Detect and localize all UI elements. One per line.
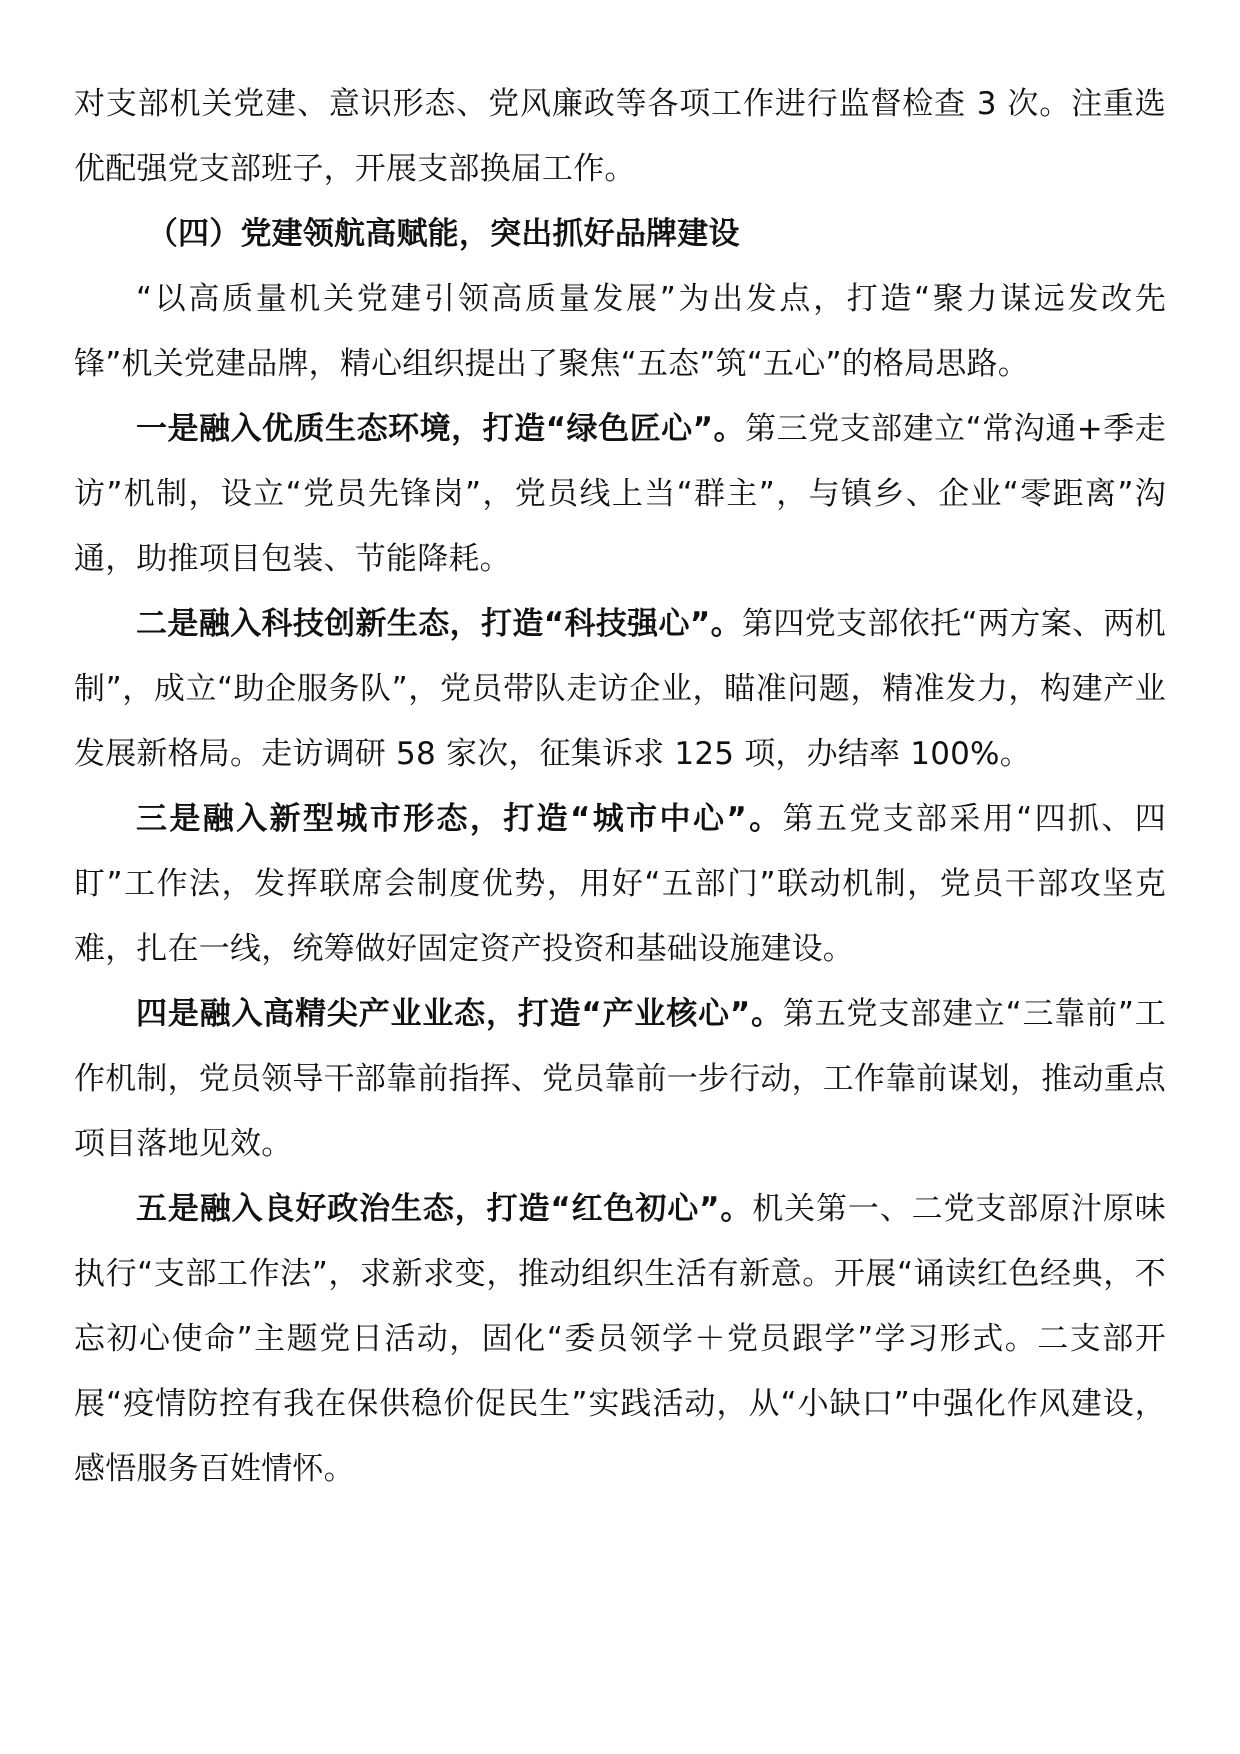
item-lead: 二是融入科技创新生态，打造“科技强心”。 — [136, 606, 743, 642]
item-paragraph-2 — [74, 592, 1166, 787]
continuation-paragraph: 对支部机关党建、意识形态、党风廉政等各项工作进行监督检查 3 次。注重选优配强党支部班子，开展支部换届工作。 — [74, 86, 1166, 187]
item-body: 第四党支部依托“两方案、两机制”，成立“助企服务队”，党员带队走访企业，瞄准问题，精准发力，构建产业发展新格局。走访调研 58 家次，征集诉求 125 项，办结率 100%。 — [74, 606, 1166, 772]
section-heading: （四）党建领航高赋能，突出抓好品牌建设 — [146, 216, 740, 252]
item-paragraph-3 — [74, 787, 1166, 982]
item-body: 机关第一、二党支部原汁原味执行“支部工作法”，求新求变，推动组织生活有新意。开展“诵读红色经典，不忘初心使命”主题党日活动，固化“委员领学＋党员跟学”学习形式。二支部开展“疫情防控有我在保供稳价促民生”实践活动，从“小缺口”中强化作风建设，感悟服务百姓情怀。 — [74, 1191, 1166, 1487]
item-lead: 五是融入良好政治生态，打造“红色初心”。 — [136, 1191, 753, 1227]
item-body: 第三党支部建立“常沟通+季走访”机制，设立“党员先锋岗”，党员线上当“群主”，与镇乡、企业“零距离”沟通，助推项目包装、节能降耗。 — [74, 411, 1166, 577]
item-lead: 一是融入优质生态环境，打造“绿色匠心”。 — [136, 411, 746, 447]
item-body: 第五党支部建立“三靠前”工作机制，党员领导干部靠前指挥、党员靠前一步行动，工作靠前谋划，推动重点项目落地见效。 — [74, 996, 1166, 1162]
item-body: 第五党支部采用“四抓、四盯”工作法，发挥联席会制度优势，用好“五部门”联动机制，党员干部攻坚克难，扎在一线，统筹做好固定资产投资和基础设施建设。 — [74, 801, 1166, 967]
item-lead: 三是融入新型城市形态，打造“城市中心”。 — [136, 801, 783, 837]
document-page — [74, 72, 1166, 1502]
item-lead: 四是融入高精尖产业业态，打造“产业核心”。 — [136, 996, 783, 1032]
item-paragraph-4 — [74, 982, 1166, 1177]
item-paragraph-5 — [74, 1177, 1166, 1502]
item-paragraph-1 — [74, 397, 1166, 592]
intro-paragraph: “以高质量机关党建引领高质量发展”为出发点，打造“聚力谋远发改先锋”机关党建品牌，精心组织提出了聚焦“五态”筑“五心”的格局思路。 — [74, 281, 1166, 382]
